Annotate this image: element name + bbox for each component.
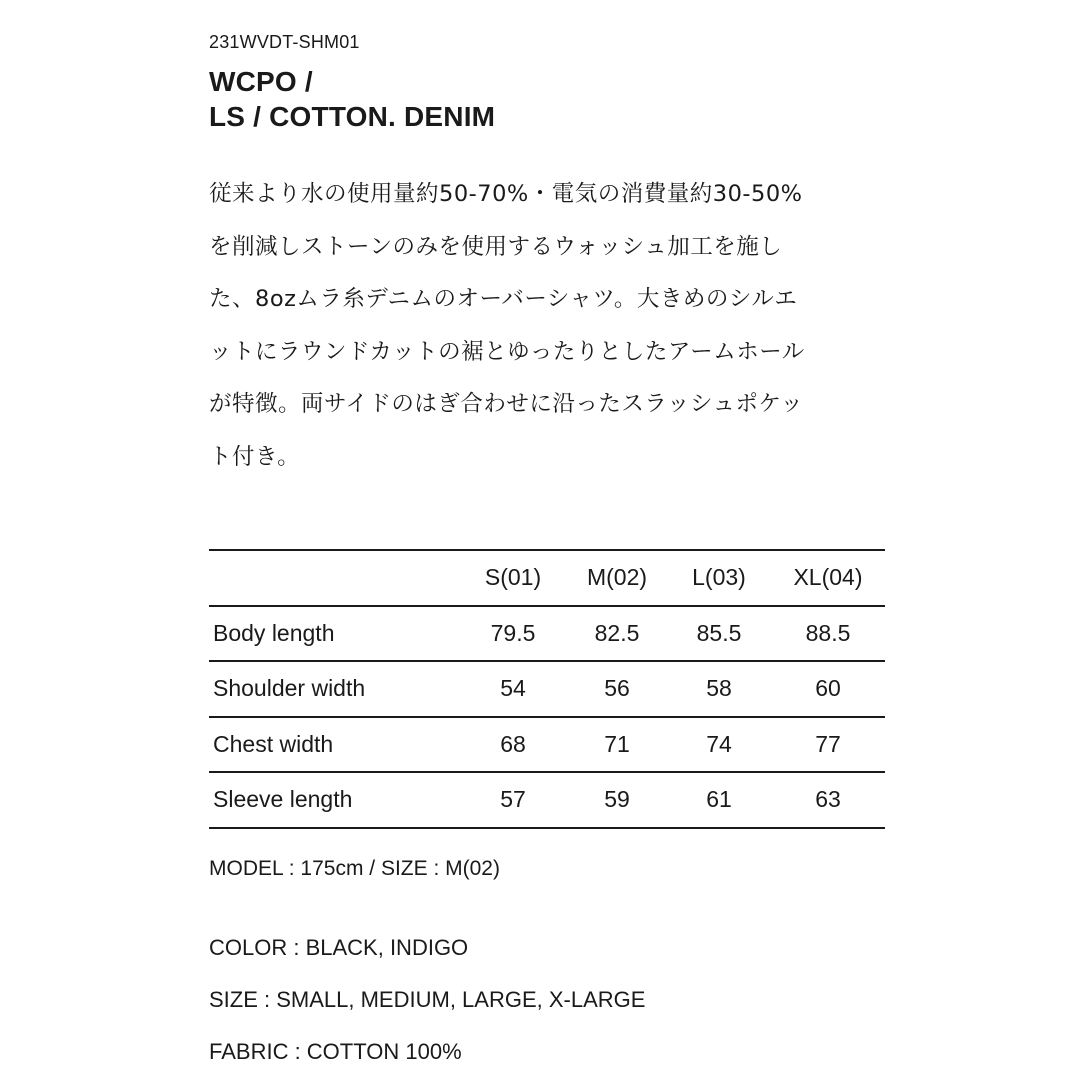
- description-line: た、8ozムラ糸デニムのオーバーシャツ。大きめのシルエ: [209, 286, 798, 312]
- table-cell: 77: [815, 730, 841, 757]
- product-title-line-2: LS / COTTON. DENIM: [209, 101, 496, 132]
- table-cell: 88.5: [805, 619, 851, 646]
- table-cell: 59: [604, 786, 630, 813]
- description-line: ットにラウンドカットの裾とゆったりとしたアームホール: [209, 338, 805, 365]
- row-label-chest-width: Chest width: [213, 730, 334, 757]
- product-title-line-1: WCPO /: [209, 66, 313, 97]
- table-cell: 58: [706, 675, 732, 702]
- table-cell: 60: [815, 675, 841, 702]
- table-row: [209, 606, 885, 662]
- product-info: [209, 30, 889, 483]
- table-cell: 57: [500, 786, 526, 813]
- table-cell: 71: [604, 730, 630, 757]
- model-info: MODEL : 175cm / SIZE : M(02): [209, 857, 500, 880]
- description-line: ト付き。: [209, 443, 301, 470]
- table-row: [209, 717, 885, 773]
- table-row: [209, 661, 885, 717]
- product-code: 231WVDT-SHM01: [209, 32, 360, 52]
- row-label-shoulder-width: Shoulder width: [213, 675, 366, 702]
- description-line: 従来より水の使用量約50-70%・電気の消費量約30-50%: [209, 181, 803, 207]
- table-row: [209, 772, 885, 828]
- description-line: が特徴。両サイドのはぎ合わせに沿ったスラッシュポケッ: [209, 391, 804, 417]
- product-title: [209, 64, 889, 134]
- table-cell: 68: [500, 730, 526, 757]
- table-cell: 63: [815, 786, 841, 813]
- size-header-m: M(02): [586, 564, 648, 591]
- size-chart-header-row: [209, 550, 885, 606]
- table-cell: 56: [604, 675, 630, 702]
- spec-size: SIZE : SMALL, MEDIUM, LARGE, X-LARGE: [209, 987, 646, 1012]
- spec-fabric: FABRIC : COTTON 100%: [209, 1039, 462, 1064]
- table-cell: 61: [706, 786, 732, 813]
- table-cell: 54: [500, 675, 526, 702]
- table-cell: 85.5: [696, 619, 742, 646]
- size-header-l: L(03): [692, 564, 746, 591]
- spec-color: COLOR : BLACK, INDIGO: [209, 935, 469, 960]
- size-chart-corner-cell: [209, 550, 459, 606]
- row-label-body-length: Body length: [213, 619, 335, 646]
- product-description: [209, 168, 899, 483]
- product-specs: [209, 933, 645, 1089]
- row-label-sleeve-length: Sleeve length: [213, 786, 353, 813]
- table-cell: 74: [706, 730, 732, 757]
- size-header-xl: XL(04): [793, 564, 863, 591]
- size-header-s: S(01): [484, 564, 542, 591]
- size-chart-table: [209, 549, 885, 829]
- description-line: を削減しストーンのみを使用するウォッシュ加工を施し: [209, 233, 783, 260]
- table-cell: 82.5: [594, 619, 640, 646]
- table-cell: 79.5: [490, 619, 536, 646]
